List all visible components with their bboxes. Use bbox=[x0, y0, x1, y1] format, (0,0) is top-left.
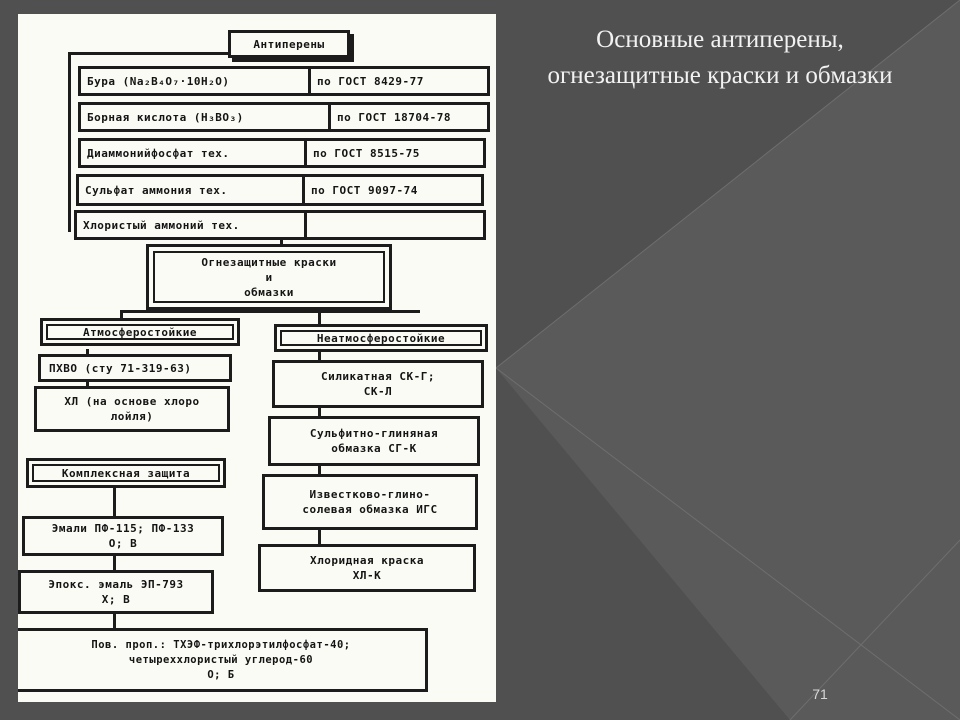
antipyrene-row bbox=[76, 174, 484, 206]
antipyrene-row bbox=[74, 210, 486, 240]
paints-header-line1: Огнезащитные краски bbox=[201, 255, 337, 269]
nonweatherproof-item-line2: ХЛ-К bbox=[352, 569, 382, 582]
complex-item-line1: Эмали ПФ-115; ПФ-133 bbox=[51, 522, 195, 535]
nonweatherproof-item-line2: солевая обмазка ИГС bbox=[302, 503, 438, 516]
antipyrene-standard: по ГОСТ 9097-74 bbox=[302, 177, 481, 203]
antipyrene-name: Диаммонийфосфат тех. bbox=[87, 146, 230, 160]
nonweatherproof-item-line2: СК-Л bbox=[363, 385, 393, 398]
nonweatherproof-item-line1: Хлоридная краска bbox=[310, 554, 424, 567]
slide-title-line2: огнезащитные краски и обмазки bbox=[547, 62, 893, 89]
complex-item-line2: О; В bbox=[108, 537, 138, 550]
antipyrene-name: Хлористый аммоний тех. bbox=[83, 218, 240, 232]
complex-item-line2: Х; В bbox=[101, 593, 131, 606]
nonweatherproof-item-line1: Силикатная СК-Г; bbox=[321, 370, 435, 383]
slide-title bbox=[500, 22, 940, 94]
nonweatherproof-item-line1: Сульфитно-глиняная bbox=[309, 427, 439, 440]
antipyrene-name: Сульфат аммония тех. bbox=[85, 183, 228, 197]
antipyrene-standard bbox=[304, 213, 483, 237]
surface-impregnation-box bbox=[18, 628, 428, 692]
connector-complex bbox=[113, 484, 116, 516]
antipyrene-row bbox=[78, 102, 490, 132]
antipyrene-standard: по ГОСТ 8515-75 bbox=[304, 141, 483, 165]
nonweatherproof-item bbox=[268, 416, 480, 466]
antipyrenes-header: Антиперены bbox=[228, 30, 350, 58]
slide-title-line1: Основные антиперены, bbox=[596, 26, 844, 53]
antipyrene-name: Бура (Na₂B₄O₇·10H₂O) bbox=[87, 74, 230, 88]
weatherproof-item-line2: лойля) bbox=[110, 410, 154, 423]
surface-impregnation-line1: Пов. проп.: ТХЭФ-трихлорэтилфосфат-40; bbox=[91, 638, 351, 651]
antipyrene-name: Борная кислота (H₃BO₃) bbox=[87, 110, 244, 124]
nonweatherproof-item-line2: обмазка СГ-К bbox=[331, 442, 417, 455]
antipyrene-standard: по ГОСТ 8429-77 bbox=[308, 69, 487, 93]
complex-header: Комплексная защита bbox=[26, 458, 226, 488]
paints-header bbox=[146, 244, 392, 310]
complex-item bbox=[22, 516, 224, 556]
weatherproof-item bbox=[34, 386, 230, 432]
surface-impregnation-line2: четыреххлористый углерод-60 bbox=[128, 653, 314, 666]
complex-item bbox=[18, 570, 214, 614]
antipyrene-standard: по ГОСТ 18704-78 bbox=[328, 105, 487, 129]
connector-right bbox=[318, 310, 321, 324]
weatherproof-item: ПХВО (сту 71-319-63) bbox=[38, 354, 232, 382]
antipyrene-row bbox=[78, 138, 486, 168]
connector-complex2 bbox=[113, 554, 116, 570]
nonweatherproof-item bbox=[258, 544, 476, 592]
surface-impregnation-line3: О; Б bbox=[207, 668, 235, 681]
antipyrene-row bbox=[78, 66, 490, 96]
paints-header-line3: обмазки bbox=[244, 285, 294, 299]
nonweatherproof-header: Неатмосферостойкие bbox=[274, 324, 488, 352]
page-number: 71 bbox=[812, 686, 828, 702]
nonweatherproof-item bbox=[272, 360, 484, 408]
connector-spine bbox=[68, 52, 71, 232]
nonweatherproof-item-line1: Известково-глино- bbox=[309, 488, 431, 501]
complex-item-line1: Эпокс. эмаль ЭП-793 bbox=[48, 578, 184, 591]
nonweatherproof-item bbox=[262, 474, 478, 530]
paints-header-line2: и bbox=[265, 270, 273, 284]
connector-split bbox=[120, 310, 420, 313]
weatherproof-item-line1: ХЛ (на основе хлоро bbox=[64, 395, 200, 408]
weatherproof-header: Атмосферостойкие bbox=[40, 318, 240, 346]
scanned-diagram bbox=[18, 14, 496, 702]
connector-header bbox=[68, 52, 228, 55]
connector-bottom bbox=[113, 612, 116, 628]
